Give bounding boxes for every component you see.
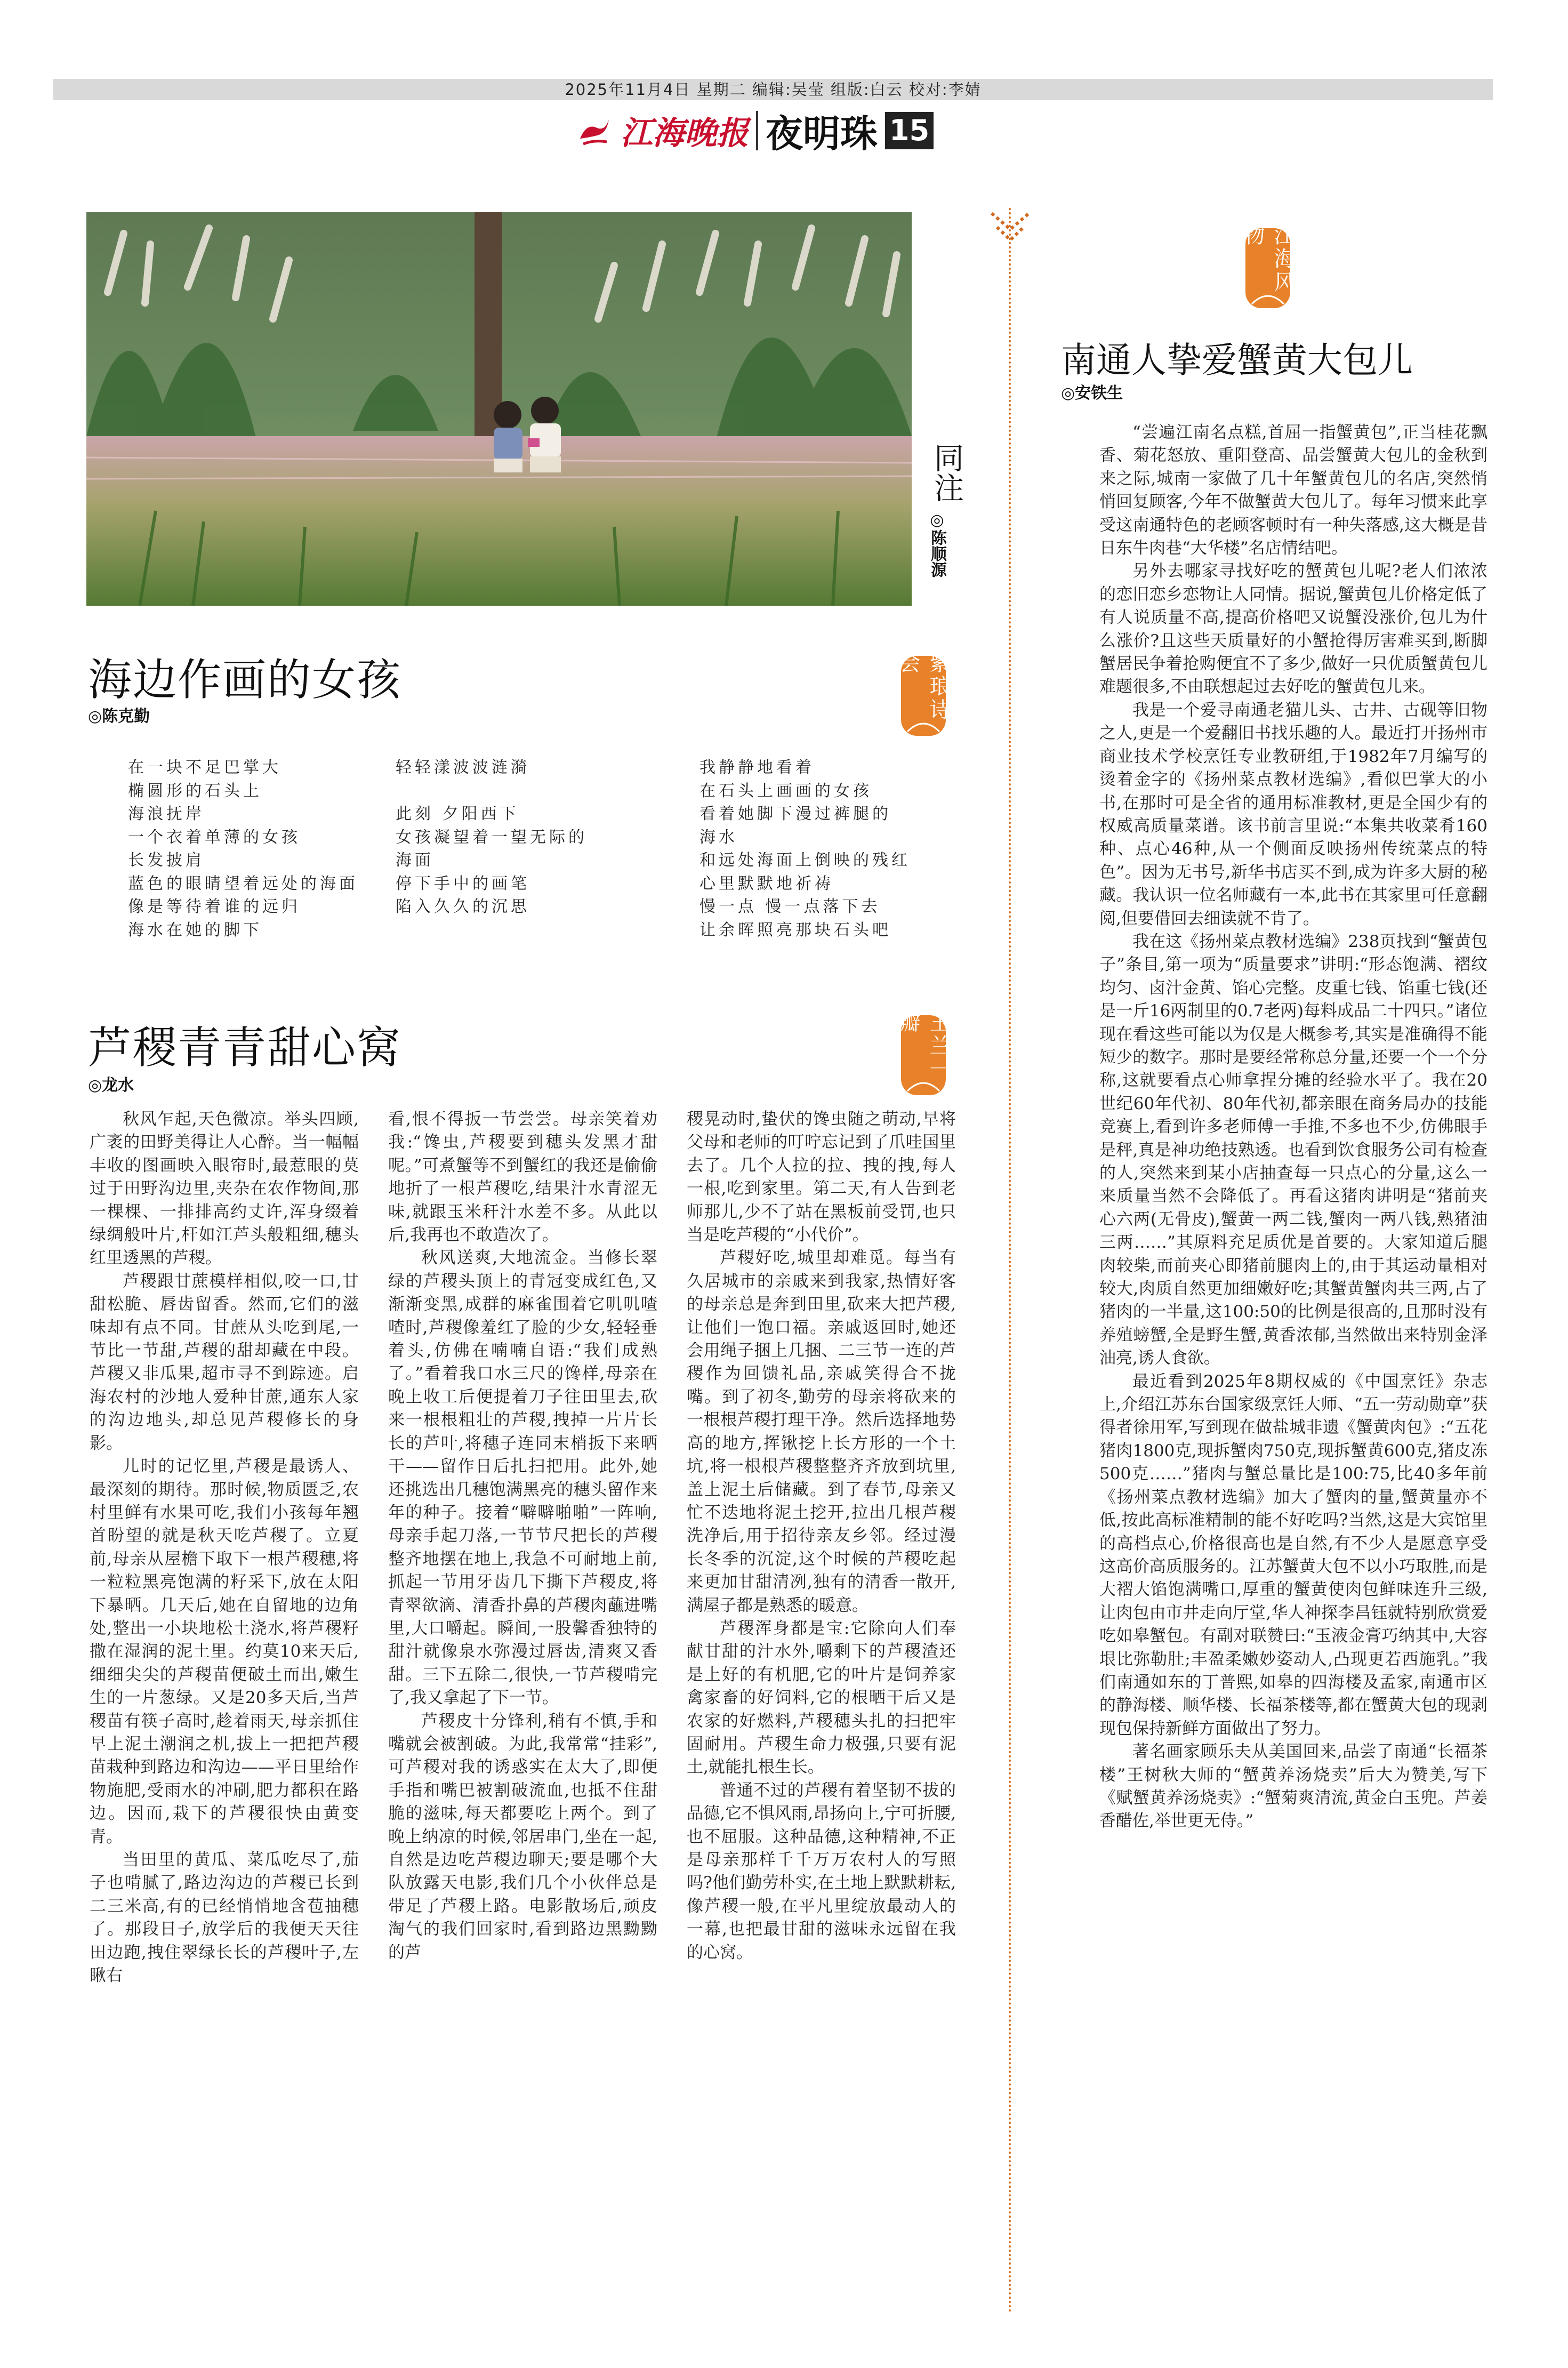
paragraph: 当田里的黄瓜、菜瓜吃尽了,茄子也啃腻了,路边沟边的芦稷已长到二三米高,有的已经悄悄地含苞抽穗了。那段日子,放学后的我便天天往田边跑,拽住翠绿长长的芦稷叶子,左瞅右 (90, 1850, 359, 1986)
poem-column-2: 轻轻漾波波涟漪 此刻 夕阳西下 女孩凝望着一望无际的 海面 停下手中的画笔 陷入久久的沉思 (396, 758, 588, 916)
right-article-author: ◎安铁生 (1061, 384, 1123, 403)
paragraph: 看,恨不得扳一节尝尝。母亲笑着劝我:“馋虫,芦稷要到穗头发黑才甜呢。”可煮蟹等不到蟹红的我还是偷偷地折了一根芦稷吃,结果汁水青涩无味,就跟玉米秆汁水差不多。从此以后,我再也不敢造次了。 (388, 1110, 657, 1245)
divider-chevron-icon (986, 208, 1034, 251)
photo-caption (925, 443, 962, 577)
paragraph: 芦稷跟甘蔗模样相似,咬一口,甘甜松脆、唇齿留香。然而,它们的滋味却有点不同。甘蔗从头吃到尾,一节比一节甜,芦稷的甜却藏在中段。芦稷又非瓜果,超市寻不到踪迹。启海农村的沙地人爱种甘蔗,通东人家的沟边地头,却总见芦稷修长的身影。 (90, 1271, 359, 1453)
paragraph: “尝遍江南名点糕,首屈一指蟹黄包”,正当桂花飘香、菊花怒放、重阳登高、品尝蟹黄大包儿的金秋到来之际,城南一家做了几十年蟹黄包儿的名店,突然悄悄回复顾客,今年不做蟹黄大包儿了。每年习惯来此享受这南通特色的老顾客顿时有一种失落感,这大概是昔日东牛肉巷“大华楼”名店情结吧。 (1099, 423, 1487, 558)
paragraph: 我在这《扬州菜点教材选编》238页找到“蟹黄包子”条目,第一项为“质量要求”讲明:“形态饱满、褶纹均匀、卤汁金黄、馅心完整。皮重七钱、馅重七钱(还是一斤16两制里的0.7老两)每料成品二十四只。”诸位现在看这些可能以为仅是大概参考,其实是准确得不能短少的数字。那时是要经常称总分量,还要一个一个分称,这就要看点心师拿捏分摊的经验水平了。我在20世纪60年代初、80年代初,都亲眼在商务局办的技能竞赛上,看到许多老师傅一手推,不多也不少,仿佛眼手是秤,真是神功绝技熟透。也看到饮食服务公司有检查的人,突然来到某小店抽查每一只点心的分量,这么一来质量当然不会降低了。再看这猪肉讲明是“猪前夹心六两(无骨皮),蟹黄一两二钱,蟹肉一两八钱,熟猪油三两……”其原料充足质优是首要的。大家知道后腿肉较柴,而前夹心即猪前腿肉上的,由于其运动量相对较大,肉质自然更加细嫩好吃;其蟹黄蟹肉共三两,占了猪肉的一半量,这100:50的比例是很高的,且那时没有养殖螃蟹,全是野生蟹,黄香浓郁,当然做出来特别金泽油亮,诱人食欲。 (1099, 932, 1487, 1368)
paragraph: 芦稷皮十分锋利,稍有不慎,手和嘴就会被割破。为此,我常常“挂彩”,可芦稷对我的诱惑实在太大了,即便手指和嘴巴被割破流血,也抵不住甜脆的滋味,每天都要吃上两个。到了晚上纳凉的时候,邻居串门,坐在一起,自然是边吃芦稷边聊天;要是哪个大队放露天电影,我们几个小伙伴总是带足了芦稷上路。电影散场后,顽皮淘气的我们回家时,看到路边黑黝黝的芦 (388, 1711, 657, 1962)
paragraph: 另外去哪家寻找好吃的蟹黄包儿呢?老人们浓浓的恋旧恋乡恋物让人同情。据说,蟹黄包儿价格定低了有人说质量不高,提高价格吧又说蟹没涨价,包儿为什么涨价?且这些天质量好的小蟹抢得厉害难买到,断脚蟹居民争着抢购便宜不了多少,做好一只优质蟹黄包儿难题很多,不由联想起过去好吃的蟹黄包儿来。 (1099, 561, 1487, 697)
section-name: 夜明珠 (766, 111, 878, 156)
right-article-title: 南通人挚爱蟹黄大包儿 (1061, 340, 1413, 381)
poem-column-badge (897, 652, 950, 742)
paper-name: 江海晚报 (621, 115, 749, 152)
essay-column-label: 玉兰一瓣 (896, 1011, 951, 1081)
paragraph: 普通不过的芦稷有着坚韧不拔的品德,它不惧风雨,昂扬向上,宁可折腰,也不屈服。这种品德,这种精神,不正是母亲那样千千万万农村人的写照吗?他们勤劳朴实,在土地上默默耕耘,像芦稷一般,在平凡里绽放最动人的一幕,也把最甘甜的滋味永远留在我的心窝。 (687, 1780, 956, 1962)
masthead-divider (756, 111, 758, 150)
right-article-body (1099, 421, 1487, 2330)
essay-column-1 (90, 1108, 359, 2329)
paragraph: 著名画家顾乐夫从美国回来,品尝了南通“长福茶楼”王树秋大师的“蟹黄养汤烧卖”后大为赞美,写下《赋蟹黄养汤烧卖》:“蟹菊爽清流,黄金白玉兜。芦姜香醋佐,举世更无侍。” (1099, 1742, 1487, 1831)
masthead (576, 107, 934, 155)
right-column-badge (1241, 224, 1294, 315)
paragraph: 芦稷好吃,城里却难觅。每当有久居城市的亲戚来到我家,热情好客的母亲总是奔到田里,砍来大把芦稷,让他们一饱口福。亲戚返回时,她还会用绳子捆上几捆、二三节一连的芦稷作为回馈礼品,亲戚笑得合不拢嘴。到了初冬,勤劳的母亲将砍来的一根根芦稷打理干净。然后选择地势高的地方,挥锹挖上长方形的一个土坑,将一根根芦稷整整齐齐放到坑里,盖上泥土后储藏。到了春节,母亲又忙不迭地将泥土挖开,拉出几根芦稷洗净后,用于招待亲友乡邻。经过漫长冬季的沉淀,这个时候的芦稷吃起来更加甘甜清冽,独有的清香一散开,满屋子都是熟悉的暖意。 (687, 1248, 956, 1615)
poem-column-label: 紫琅诗会 (896, 652, 951, 722)
page-number: 15 (885, 112, 934, 149)
photo-children-in-reeds (86, 212, 912, 606)
paragraph: 我是一个爱寻南通老猫儿头、古井、古砚等旧物之人,更是一个爱翻旧书找乐趣的人。最近打开扬州市商业技术学校烹饪专业教研组,于1982年7月编写的烫着金字的《扬州菜点教材选编》,看似巴掌大的小书,在那时可是全省的通用标准教材,更是全国少有的权威高质量菜谱。该书前言里说:“本集共收菜肴160种、点心46种,从一个侧面反映扬州传统菜点的特色”。因为无书号,新华书店买不到,成为许多大厨的秘藏。我认识一位名师藏有一本,此书在其家里可任意翻阅,但要借回去细读就不肯了。 (1099, 700, 1487, 928)
essay-author: ◎龙水 (88, 1076, 134, 1095)
feature-photo (86, 212, 912, 606)
essay-title: 芦稷青青甜心窝 (88, 1023, 402, 1073)
photo-title: 同注 (929, 443, 964, 502)
paragraph: 稷晃动时,蛰伏的馋虫随之萌动,早将父母和老师的叮咛忘记到了爪哇国里去了。几个人拉的拉、拽的拽,每人一根,吃到家里。第二天,有人告到老师那儿,少不了站在黑板前受罚,也只当是吃芦稷的“小代价”。 (687, 1110, 956, 1245)
paragraph: 秋风乍起,天色微凉。举头四顾,广袤的田野美得让人心醉。当一幅幅丰收的图画映入眼帘时,最惹眼的莫过于田野沟边里,夹杂在农作物间,那一棵棵、一排排高约丈许,浑身缀着绿绸般叶片,杆如江芦头般粗细,穗头红里透黑的芦稷。 (90, 1110, 359, 1268)
newspaper-logo-icon (576, 112, 613, 149)
paragraph: 秋风送爽,大地流金。当修长翠绿的芦稷头顶上的青冠变成红色,又渐渐变黑,成群的麻雀围着它叽叽喳喳时,芦稷像羞红了脸的少女,轻轻垂着头,仿佛在喃喃自语:“我们成熟了。”看着我口水三尺的馋样,母亲在晚上收工后便提着刀子往田里去,砍来一根根粗壮的芦稷,拽掉一片片长长的芦叶,将穗子连同末梢扳下来晒干——留作日后扎扫把用。此外,她还挑选出几穗饱满黑亮的穗头留作来年的种子。接着“噼噼啪啪”一阵响,母亲手起刀落,一节节尺把长的芦稷整齐地摆在地上,我急不可耐地上前,抓起一节用牙齿几下撕下芦稷皮,将青翠欲滴、清香扑鼻的芦稷肉蘸进嘴里,大口嚼起。瞬间,一股馨香独特的甜汁就像泉水弥漫过唇齿,清爽又香甜。三下五除二,很快,一节芦稷啃完了,我又拿起了下一节。 (388, 1248, 657, 1708)
poem-column-1: 在一块不足巴掌大 椭圆形的石头上 海浪抚岸 一个衣着单薄的女孩 长发披肩 蓝色的眼睛望着远处的海面 像是等待着谁的远归 海水在她的脚下 (128, 758, 358, 940)
poem-column-3: 我静静地看着 在石头上画画的女孩 看着她脚下漫过裤腿的 海水 和远处海面上倒映的残红 心里默默地祈祷 慢一点 慢一点落下去 让余晖照亮那块石头吧 (699, 758, 911, 940)
poem-author: ◎陈克勤 (88, 707, 150, 726)
paragraph: 芦稷浑身都是宝:它除向人们奉献甘甜的汁水外,嚼剩下的芦稷渣还是上好的有机肥,它的叶片是饲养家禽家畜的好饲料,它的根晒干后又是农家的好燃料,芦稷穗头扎的扫把牢固耐用。芦稷生命力极强,只要有泥土,就能扎根生长。 (687, 1618, 956, 1777)
paragraph: 最近看到2025年8期权威的《中国烹饪》杂志上,介绍江苏东台国家级烹饪大师、“五一劳动勋章”获得者徐用军,写到现在做盐城非遗《蟹黄肉包》:“五花猪肉1800克,现拆蟹肉750克,现拆蟹黄600克,猪皮冻500克……”猪肉与蟹总量比是100:75,比40多年前《扬州菜点教材选编》加大了蟹肉的量,蟹黄量亦不低,按此高标准精制的能不好吃吗?当然,这是大宾馆里的高档点心,价格很高也是自然,有不少人是愿意享受这高价高质服务的。江苏蟹黄大包不以小巧取胜,而是大褶大馅饱满嘴口,厚重的蟹黄使肉包鲜味连升三级,让肉包由市井走向厅堂,华人神探李昌钰就特别欣赏爱吃如皋蟹包。有副对联赞曰:“玉液金膏巧纳其中,大容垠比弥勒肚;丰盈柔嫩妙姿动人,凸现更若西施乳。”我们南通如东的丁普熙,如皋的四海楼及孟家,南通市区的静海楼、顺华楼、长福茶楼等,都在蟹黄大包的现剥现包保持新鲜方面做出了努力。 (1099, 1371, 1487, 1738)
poem-title: 海边作画的女孩 (88, 655, 402, 705)
essay-column-3 (687, 1108, 956, 2329)
photo-author: ◎陈顺源 (928, 511, 946, 577)
essay-column-2 (388, 1108, 657, 2329)
paragraph: 儿时的记忆里,芦稷是最诱人、最深刻的期待。那时候,物质匮乏,农村里鲜有水果可吃,我们小孩每年翘首盼望的就是秋天吃芦稷了。立夏前,母亲从屋檐下取下一根芦稷穗,将一粒粒黑亮饱满的籽采下,放在太阳下暴晒。几天后,她在自留地的边角处,整出一小块地松土浇水,将芦稷籽撒在湿润的泥土里。约莫10来天后,细细尖尖的芦稷苗便破土而出,嫩生生的一片葱绿。又是20多天后,当芦稷苗有筷子高时,趁着雨天,母亲抓住早上泥土潮润之机,拔上一把把芦稷苗栽种到路边和沟边——平日里给作物施肥,受雨水的冲刷,肥力都积在路边。因而,栽下的芦稷很快由黄变青。 (90, 1457, 359, 1847)
column-divider (1009, 208, 1011, 2314)
date-line: 2025年11月4日 星期二 编辑:吴莹 组版:白云 校对:李婧 (565, 81, 982, 99)
right-column-label: 江海风物 (1240, 224, 1295, 294)
essay-column-badge (897, 1011, 950, 1102)
